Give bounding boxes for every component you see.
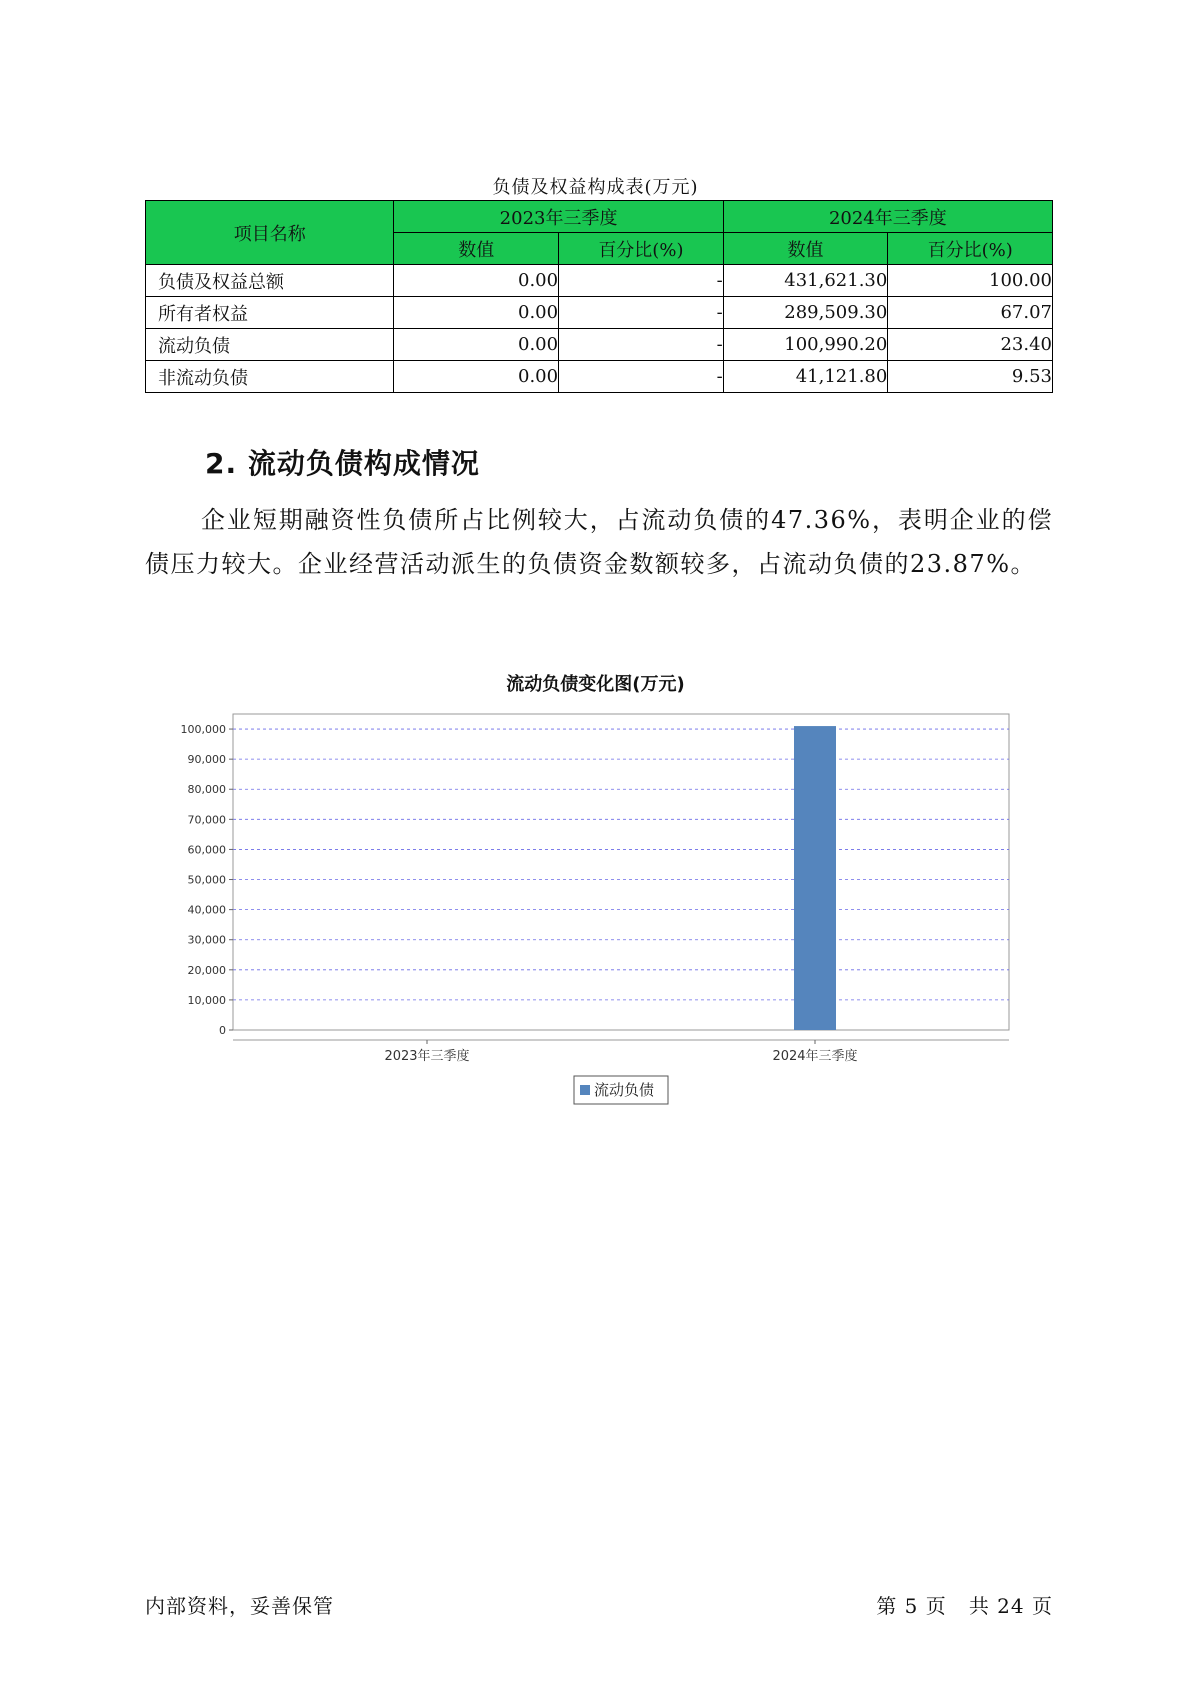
y-tick-label: 40,000 <box>187 903 226 917</box>
liabilities-equity-table <box>145 200 1053 393</box>
row-value-2023: 0.00 <box>394 361 559 393</box>
y-tick-label: 20,000 <box>187 963 226 977</box>
chart-title: 流动负债变化图(万元) <box>506 674 685 695</box>
row-value-2024: 431,621.30 <box>723 265 888 297</box>
row-percent-2024: 9.53 <box>888 361 1053 393</box>
y-tick-label: 100,000 <box>180 723 226 737</box>
row-name: 所有者权益 <box>146 297 394 329</box>
header-percent-2024: 百分比(%) <box>888 233 1053 265</box>
x-tick-label: 2023年三季度 <box>384 1049 470 1064</box>
section-heading: 2. 流动负债构成情况 <box>205 447 480 480</box>
header-period-2024: 2024年三季度 <box>723 201 1052 233</box>
y-tick-label: 90,000 <box>187 753 226 767</box>
row-percent-2023: - <box>559 329 724 361</box>
row-percent-2023: - <box>559 297 724 329</box>
row-name: 负债及权益总额 <box>146 265 394 297</box>
header-item-name: 项目名称 <box>146 201 394 265</box>
header-value-2023: 数值 <box>394 233 559 265</box>
table-caption: 负债及权益构成表(万元) <box>492 177 699 198</box>
table-row <box>146 265 1053 297</box>
legend-label: 流动负债 <box>594 1081 655 1099</box>
header-period-2023: 2023年三季度 <box>394 201 723 233</box>
y-tick-label: 10,000 <box>187 993 226 1007</box>
table-row <box>146 297 1053 329</box>
y-tick-label: 30,000 <box>187 933 226 947</box>
y-tick-label: 70,000 <box>187 813 226 827</box>
plot-area <box>233 714 1009 1030</box>
y-tick-label: 50,000 <box>187 873 226 887</box>
row-value-2023: 0.00 <box>394 329 559 361</box>
y-tick-label: 80,000 <box>187 783 226 797</box>
legend-swatch <box>580 1085 590 1095</box>
footer-confidential-note: 内部资料，妥善保管 <box>145 1594 334 1618</box>
bar <box>794 726 836 1030</box>
x-tick-label: 2024年三季度 <box>772 1049 858 1064</box>
footer-page-number: 第 5 页 共 24 页 <box>876 1594 1053 1618</box>
row-value-2024: 289,509.30 <box>723 297 888 329</box>
row-percent-2023: - <box>559 361 724 393</box>
y-tick-label: 0 <box>219 1024 226 1037</box>
table-row <box>146 361 1053 393</box>
row-value-2024: 41,121.80 <box>723 361 888 393</box>
row-value-2023: 0.00 <box>394 265 559 297</box>
header-percent-2023: 百分比(%) <box>559 233 724 265</box>
row-value-2024: 100,990.20 <box>723 329 888 361</box>
row-percent-2024: 23.40 <box>888 329 1053 361</box>
y-tick-label: 60,000 <box>187 843 226 857</box>
row-value-2023: 0.00 <box>394 297 559 329</box>
row-name: 流动负债 <box>146 329 394 361</box>
current-liabilities-bar-chart <box>145 700 1025 1120</box>
row-percent-2024: 67.07 <box>888 297 1053 329</box>
header-value-2024: 数值 <box>723 233 888 265</box>
body-paragraph: 企业短期融资性负债所占比例较大，占流动负债的47.36%，表明企业的偿债压力较大。企业经营活动派生的负债资金数额较多，占流动负债的23.87%。 <box>145 506 1053 578</box>
table-row <box>146 329 1053 361</box>
row-percent-2023: - <box>559 265 724 297</box>
row-name: 非流动负债 <box>146 361 394 393</box>
row-percent-2024: 100.00 <box>888 265 1053 297</box>
